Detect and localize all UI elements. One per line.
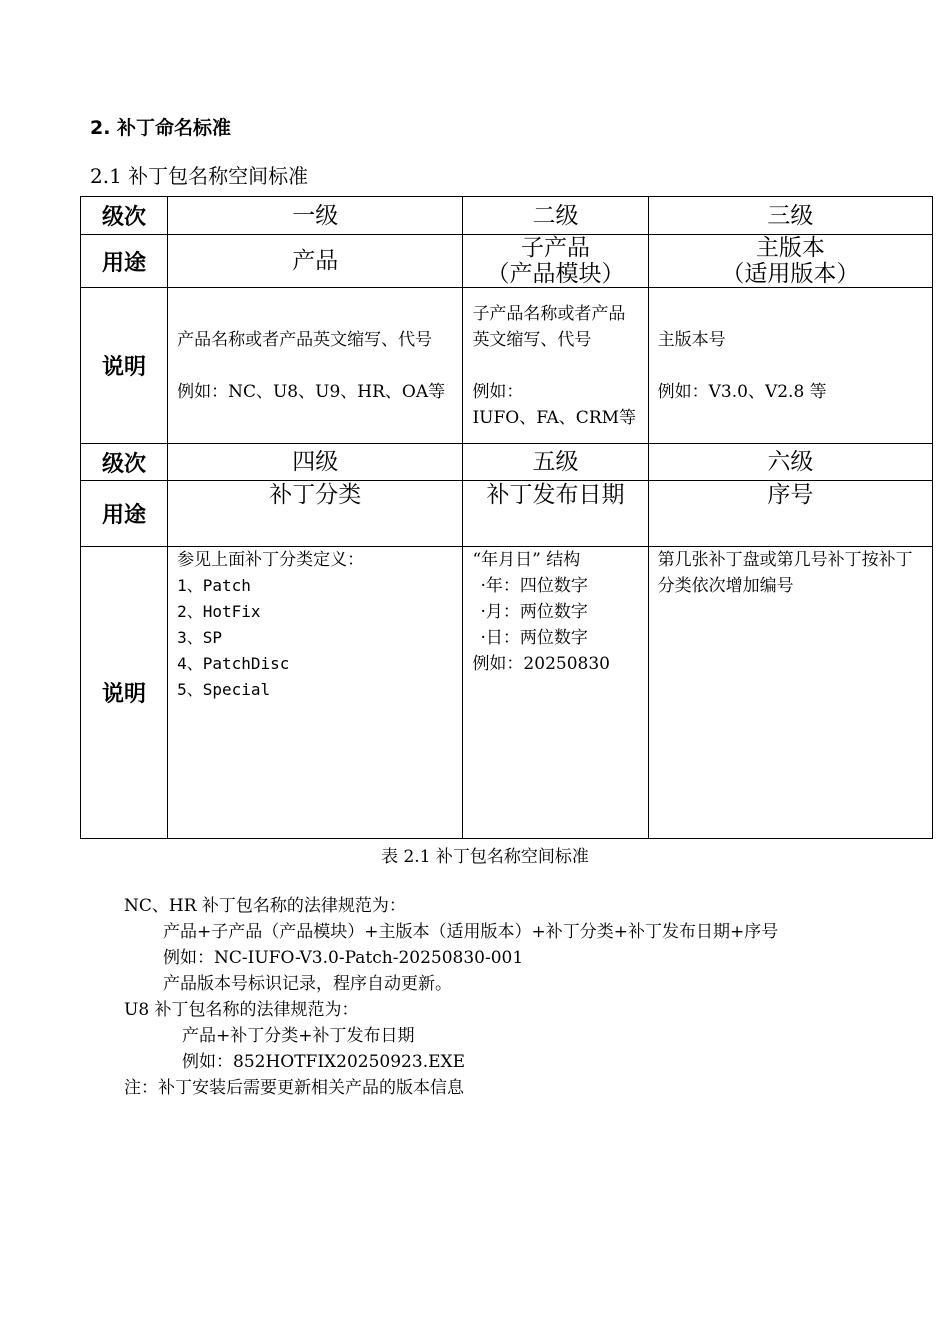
subsection-title: 2.1 补丁包名称空间标准 xyxy=(90,164,309,188)
notes-line: NC、HR 补丁包名称的法律规范为： xyxy=(124,896,406,916)
description-line: 2、HotFix xyxy=(177,602,261,621)
purpose-cell: 补丁发布日期 xyxy=(463,481,648,547)
description-line: ·年：四位数字 xyxy=(480,576,588,596)
description-line: 例如：V3.0、V2.8 等 xyxy=(657,381,827,402)
description-cell xyxy=(168,547,463,839)
level-cell: 一级 xyxy=(168,197,463,235)
row-label: 级次 xyxy=(81,444,168,481)
row-label: 说明 xyxy=(81,547,168,839)
notes-line: 例如：852HOTFIX20250923.EXE xyxy=(182,1052,466,1072)
purpose-cell: 产品 xyxy=(168,235,463,288)
purpose-cell: 补丁分类 xyxy=(168,481,463,547)
description-line: 3、SP xyxy=(177,628,222,647)
purpose-cell xyxy=(648,235,932,288)
notes-line: 注：补丁安装后需要更新相关产品的版本信息 xyxy=(124,1078,464,1098)
purpose-line: 子产品 xyxy=(521,235,591,261)
namespace-standard-table xyxy=(80,196,933,839)
purpose-line: （适用版本） xyxy=(721,261,860,287)
table-row-level-2 xyxy=(81,444,933,481)
description-cell xyxy=(463,288,648,444)
description-line: 主版本号 xyxy=(657,329,726,350)
table-row-level-1 xyxy=(81,197,933,235)
table-row-description-1 xyxy=(81,288,933,444)
notes-line: 例如：NC-IUFO-V3.0-Patch-20250830-001 xyxy=(163,948,524,968)
description-line: 参见上面补丁分类定义： xyxy=(177,550,365,570)
purpose-cell xyxy=(463,235,648,288)
row-label: 级次 xyxy=(81,197,168,235)
description-line: 5、Special xyxy=(177,680,271,699)
row-label: 说明 xyxy=(81,288,168,444)
description-line: 4、PatchDisc xyxy=(177,654,290,673)
table-row-purpose-2 xyxy=(81,481,933,547)
notes-line: 产品+补丁分类+补丁发布日期 xyxy=(182,1026,415,1046)
description-line: 1、Patch xyxy=(177,576,251,595)
section-title: 2. 补丁命名标准 xyxy=(90,117,232,139)
table-row-purpose-1 xyxy=(81,235,933,288)
table-caption: 表 2.1 补丁包名称空间标准 xyxy=(381,847,589,867)
description-line: “年月日” 结构 xyxy=(472,550,581,570)
description-line: 例如：20250830 xyxy=(472,654,610,674)
notes-line: 产品+子产品（产品模块）+主版本（适用版本）+补丁分类+补丁发布日期+序号 xyxy=(163,922,779,942)
description-line: IUFO、FA、CRM等 xyxy=(472,407,637,428)
description-cell xyxy=(648,288,932,444)
notes-line: U8 补丁包名称的法律规范为： xyxy=(124,1000,359,1020)
purpose-line: 主版本 xyxy=(755,235,825,261)
description-line: ·日：两位数字 xyxy=(480,628,588,648)
notes-line: 产品版本号标识记录，程序自动更新。 xyxy=(163,974,452,994)
description-line: 例如： xyxy=(472,381,524,402)
description-line: 第几张补丁盘或第几号补丁按补丁分类依次增加编号 xyxy=(657,550,913,596)
description-line: ·月：两位数字 xyxy=(480,602,588,622)
description-cell xyxy=(648,547,932,839)
level-cell: 二级 xyxy=(463,197,648,235)
purpose-cell: 序号 xyxy=(648,481,932,547)
level-cell: 六级 xyxy=(648,444,932,481)
description-line: 例如：NC、U8、U9、HR、OA等 xyxy=(177,381,446,402)
table-row-description-2 xyxy=(81,547,933,839)
row-label: 用途 xyxy=(81,481,168,547)
description-line: 子产品名称或者产品英文缩写、代号 xyxy=(472,303,626,350)
description-cell xyxy=(463,547,648,839)
description-line: 产品名称或者产品英文缩写、代号 xyxy=(177,329,433,350)
row-label: 用途 xyxy=(81,235,168,288)
naming-rules-notes xyxy=(124,893,778,1101)
description-cell xyxy=(168,288,463,444)
level-cell: 五级 xyxy=(463,444,648,481)
purpose-line: （产品模块） xyxy=(486,261,625,287)
level-cell: 三级 xyxy=(648,197,932,235)
level-cell: 四级 xyxy=(168,444,463,481)
